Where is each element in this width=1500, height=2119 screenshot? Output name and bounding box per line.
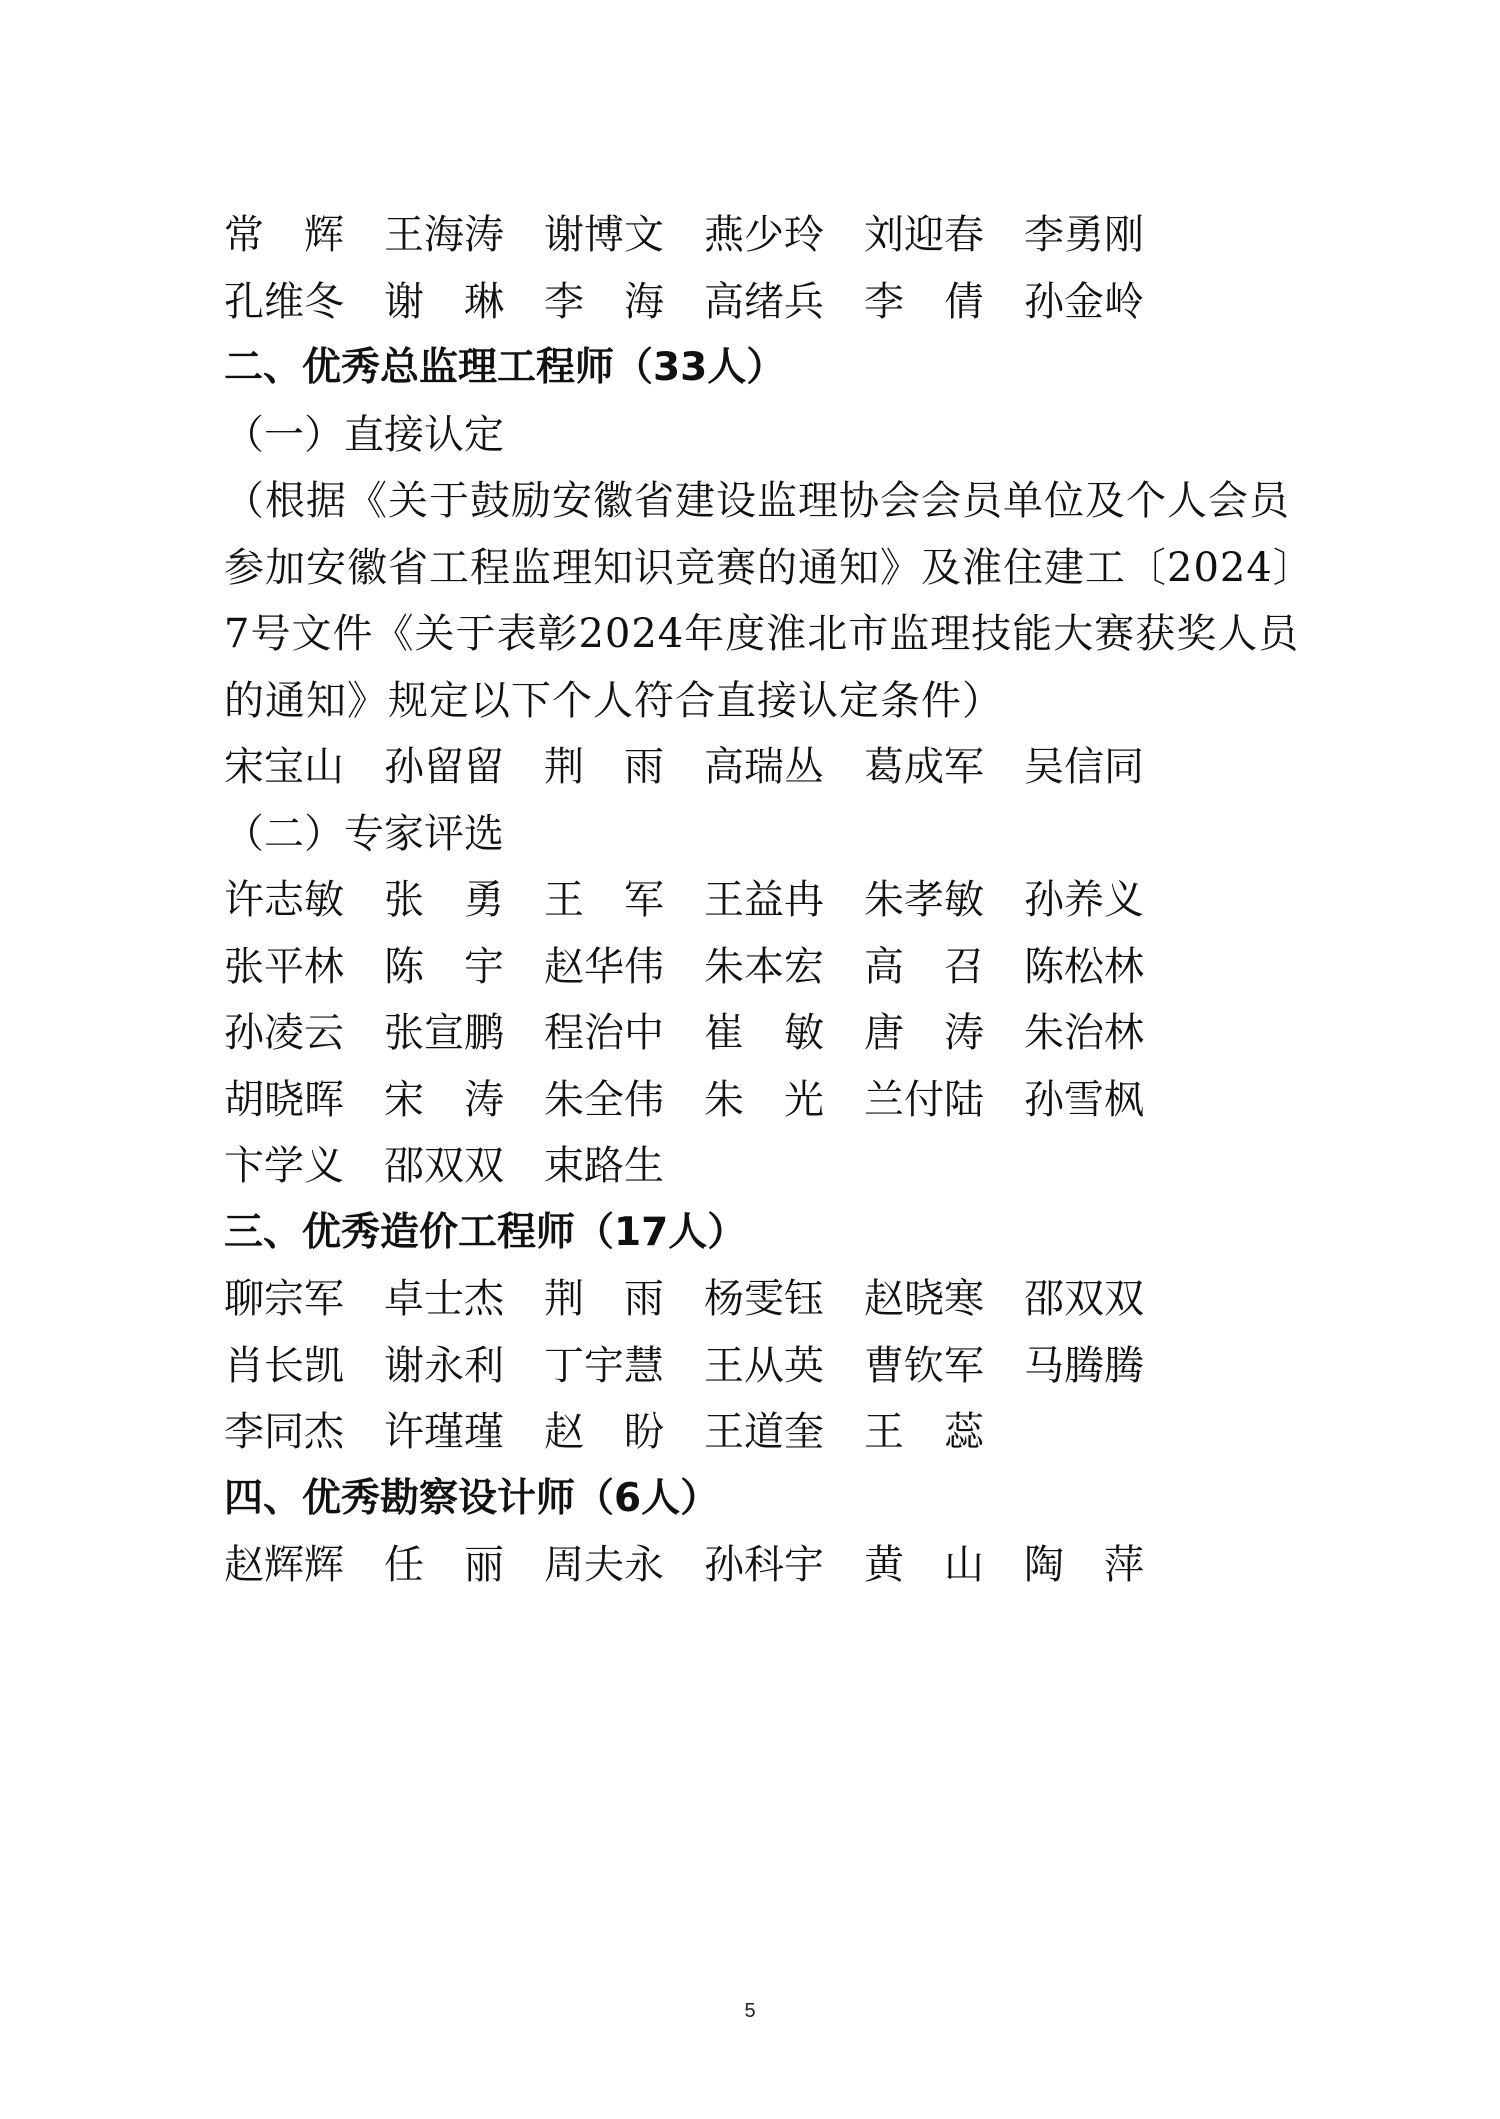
- person-name: 聊宗军: [224, 1276, 344, 1322]
- person-name: 王海涛: [384, 212, 504, 258]
- person-name: 荆 雨: [544, 744, 664, 790]
- person-name: 朱本宏: [704, 943, 824, 990]
- person-name: 曹钦军: [864, 1342, 984, 1389]
- person-name: 程治中: [544, 1010, 664, 1056]
- name-row: [224, 269, 1284, 336]
- name-row: [224, 1532, 1284, 1599]
- person-name: 胡晓晖: [224, 1076, 344, 1123]
- person-name: 兰付陆: [864, 1076, 984, 1123]
- person-name: 宋宝山: [224, 744, 344, 790]
- person-name: 朱孝敏: [864, 877, 984, 923]
- person-name: 谢博文: [544, 212, 664, 258]
- person-name: 王从英: [704, 1342, 824, 1389]
- person-name: 孔维冬: [224, 278, 344, 325]
- name-row: [224, 1399, 1284, 1466]
- name-row: [224, 734, 1284, 801]
- person-name: 任 丽: [384, 1542, 504, 1588]
- person-name: 荆 雨: [544, 1276, 664, 1322]
- person-name: 赵 盼: [544, 1409, 664, 1455]
- name-row: [224, 867, 1284, 934]
- person-name: 束路生: [544, 1143, 664, 1189]
- person-name: 王 蕊: [864, 1409, 984, 1455]
- person-name: 邵双双: [1024, 1276, 1144, 1322]
- person-name: 孙凌云: [224, 1010, 344, 1056]
- person-name: 孙科宇: [704, 1542, 824, 1588]
- person-name: 高绪兵: [704, 278, 824, 325]
- person-name: 马腾腾: [1024, 1342, 1144, 1389]
- person-name: 王道奎: [704, 1409, 824, 1455]
- person-name: 高瑞丛: [704, 744, 824, 790]
- section-heading: 三、优秀造价工程师（17人）: [224, 1209, 747, 1255]
- person-name: 许瑾瑾: [384, 1409, 504, 1455]
- person-name: 唐 涛: [864, 1010, 984, 1056]
- person-name: 崔 敏: [704, 1010, 824, 1056]
- person-name: 张平林: [224, 943, 344, 990]
- person-name: 李 倩: [864, 278, 984, 325]
- person-name: 孙金岭: [1024, 278, 1144, 325]
- person-name: 卞学义: [224, 1143, 344, 1189]
- person-name: 朱全伟: [544, 1076, 664, 1123]
- paragraph-line: 参加安徽省工程监理知识竞赛的通知》及淮住建工〔2024〕: [224, 544, 1314, 591]
- name-row: [224, 1067, 1284, 1134]
- name-row: [224, 1333, 1284, 1400]
- person-name: 高 召: [864, 943, 984, 990]
- person-name: 杨雯钰: [704, 1276, 824, 1322]
- person-name: 李 海: [544, 278, 664, 325]
- name-row: [224, 1266, 1284, 1333]
- person-name: 周夫永: [544, 1542, 664, 1588]
- name-row: [224, 1000, 1284, 1067]
- person-name: 燕少玲: [704, 212, 824, 258]
- person-name: 吴信同: [1024, 744, 1144, 790]
- person-name: 葛成军: [864, 744, 984, 790]
- person-name: 谢永利: [384, 1342, 504, 1389]
- person-name: 谢 琳: [384, 278, 504, 325]
- person-name: 丁宇慧: [544, 1342, 664, 1389]
- section-heading: 四、优秀勘察设计师（6人）: [224, 1475, 720, 1521]
- name-row: [224, 934, 1284, 1001]
- person-name: 许志敏: [224, 877, 344, 923]
- paragraph-line: 的通知》规定以下个人符合直接认定条件）: [224, 677, 1003, 724]
- person-name: 赵晓寒: [864, 1276, 984, 1322]
- person-name: 李勇刚: [1024, 212, 1144, 258]
- person-name: 张 勇: [384, 877, 504, 923]
- person-name: 张宣鹏: [384, 1010, 504, 1056]
- paragraph-line: 7号文件《关于表彰2024年度淮北市监理技能大赛获奖人员: [224, 611, 1300, 657]
- person-name: 陈 宇: [384, 943, 504, 990]
- person-name: 刘迎春: [864, 212, 984, 258]
- person-name: 王 军: [544, 877, 664, 923]
- person-name: 肖长凯: [224, 1342, 344, 1389]
- person-name: 李同杰: [224, 1409, 344, 1455]
- section-heading: 二、优秀总监理工程师（33人）: [224, 345, 786, 390]
- subsection-heading: （一）直接认定: [224, 411, 504, 458]
- person-name: 陈松林: [1024, 943, 1144, 990]
- person-name: 陶 萍: [1024, 1542, 1144, 1588]
- person-name: 卓士杰: [384, 1276, 504, 1322]
- document-body: [224, 202, 1314, 1599]
- subsection-heading: （二）专家评选: [224, 810, 504, 857]
- person-name: 赵华伟: [544, 943, 664, 990]
- page-number: 5: [744, 2000, 756, 2022]
- paragraph-line: （根据《关于鼓励安徽省建设监理协会会员单位及个人会员: [224, 478, 1290, 524]
- person-name: 孙养义: [1024, 877, 1144, 923]
- person-name: 赵辉辉: [224, 1542, 344, 1588]
- person-name: 孙雪枫: [1024, 1076, 1144, 1123]
- person-name: 孙留留: [384, 744, 504, 790]
- person-name: 宋 涛: [384, 1076, 504, 1123]
- person-name: 常 辉: [224, 212, 344, 258]
- person-name: 邵双双: [384, 1143, 504, 1189]
- name-row: [224, 202, 1284, 269]
- person-name: 朱治林: [1024, 1010, 1144, 1056]
- person-name: 黄 山: [864, 1542, 984, 1588]
- person-name: 朱 光: [704, 1076, 824, 1123]
- person-name: 王益冉: [704, 877, 824, 923]
- name-row: [224, 1133, 1284, 1200]
